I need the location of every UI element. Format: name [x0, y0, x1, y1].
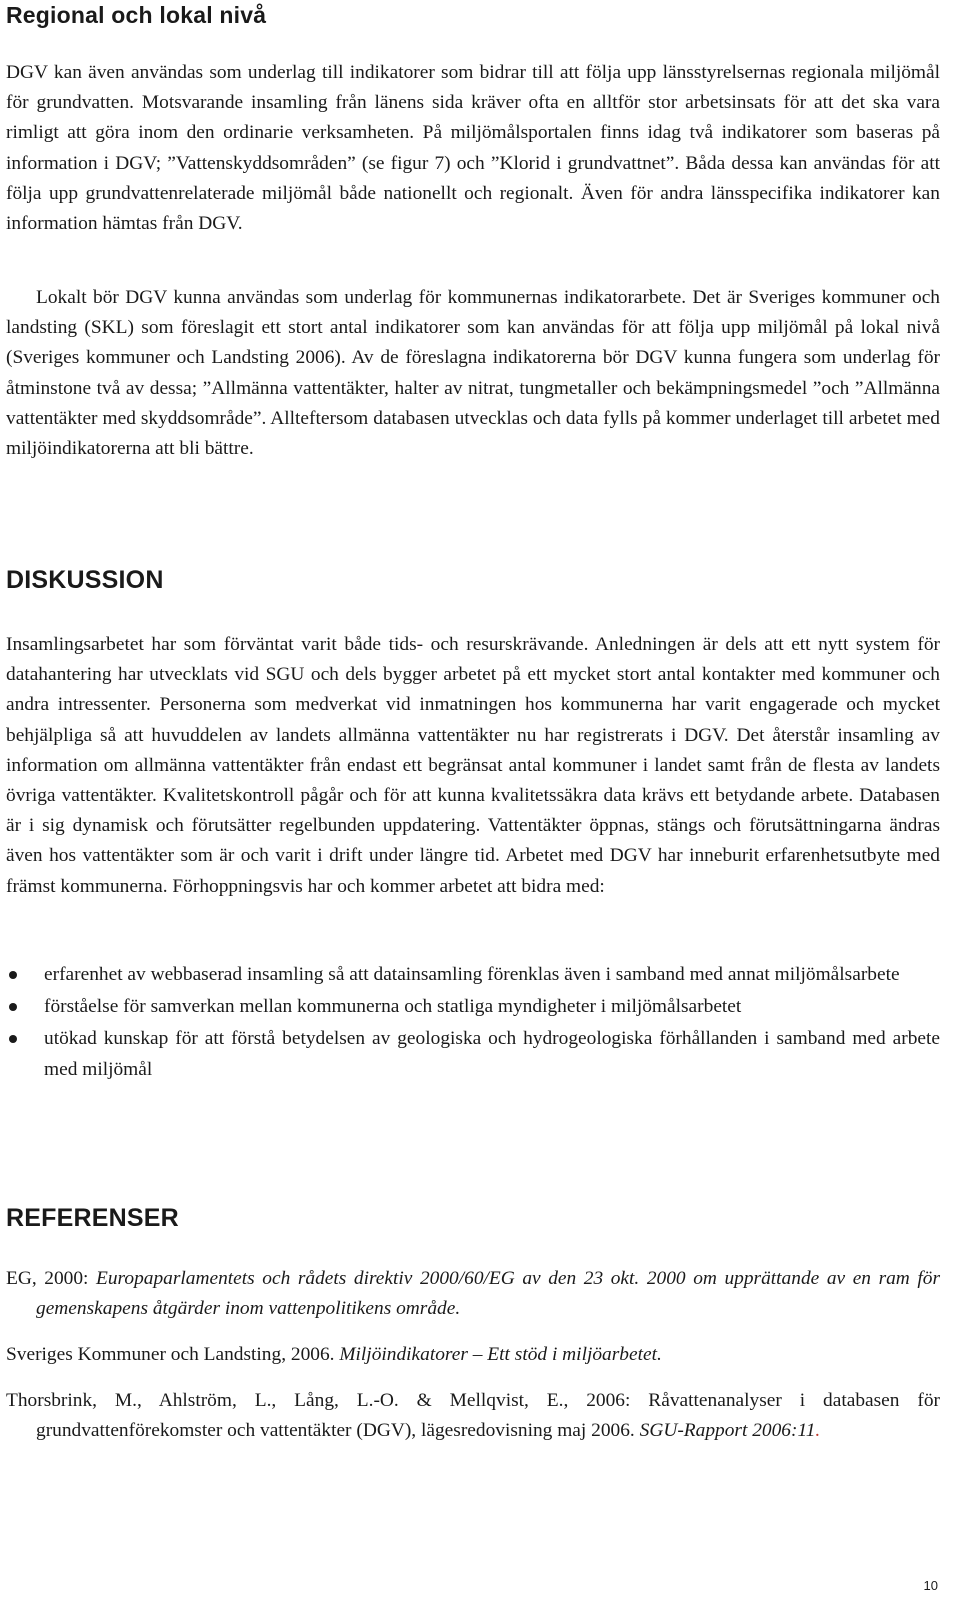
section-heading-referenser: REFERENSER [6, 1204, 179, 1232]
reference-title: SGU-Rapport 2006:11 [639, 1420, 816, 1442]
bullet-icon [9, 1035, 17, 1043]
regional-paragraph-2-block [6, 283, 940, 464]
reference-author: Sveriges Kommuner och Landsting, 2006. [6, 1344, 340, 1365]
diskussion-bullet-list [6, 960, 940, 1087]
list-item-text: utökad kunskap för att förstå betydelsen av geologiska och hydrogeologiska förhållanden i samband med arbete med miljömål [44, 1028, 940, 1080]
reference-trailing-period: . [815, 1420, 821, 1442]
regional-paragraph-2: Lokalt bör DGV kunna användas som underlag för kommunernas indikatorarbete. Det är Sveriges kommuner och landsting (SKL) som föreslagit ett stort antal indikatorer som kan användas för att följa upp miljömål på lokal nivå (Sveriges kommuner och Landsting 2006). Av de föreslagna indikatorerna bör DGV kunna fungera som underlag för åtminstone två av dessa; ”Allmänna vattentäkter, halter av nitrat, tungmetaller och bekämpningsmedel ”och ”Allmänna vattentäkter med skyddsområde”. Allteftersom databasen utvecklas och data fylls på kommer underlaget till arbetet med miljöindikatorerna att bli bättre. [6, 287, 940, 460]
regional-paragraph-1-block [6, 58, 940, 239]
list-item-text: erfarenhet av webbaserad insamling så att datainsamling förenklas även i samband med annat miljömålsarbete [44, 964, 900, 985]
regional-paragraph-1: DGV kan även användas som underlag till indikatorer som bidrar till att följa upp länsstyrelsernas regionala miljömål för grundvatten. Motsvarande insamling från länens sida kräver ofta en alltför stor arbetsinsats för att det ska vara rimligt att göra inom den ordinarie verksamheten. På miljömålsportalen finns idag två indikatorer som baseras på information i DGV; ”Vattenskyddsområden” (se figur 7) och ”Klorid i grundvattnet”. Båda dessa kan användas för att följa upp grundvattenrelaterade miljömål både nationellt och regionalt. Även för andra länsspecifika indikatorer kan information hämtas från DGV. [6, 62, 940, 235]
reference-author: EG, 2000: [6, 1268, 97, 1289]
reference-title: Miljöindikatorer – Ett stöd i miljöarbetet. [339, 1344, 662, 1365]
diskussion-paragraph-block [6, 630, 940, 902]
reference-item [6, 1386, 940, 1446]
bullet-icon [9, 1003, 17, 1011]
reference-title: Europaparlamentets och rådets direktiv 2000/60/EG av den 23 okt. 2000 om upprättande av en ram för gemenskapens åtgärder inom vattenpolitikens område. [36, 1268, 941, 1320]
reference-item [6, 1264, 940, 1324]
diskussion-paragraph: Insamlingsarbetet har som förväntat varit både tids- och resurskrävande. Anledningen är dels att ett nytt system för datahantering har utvecklats vid SGU och dels bygger arbetet på ett mycket stort antal kontakter med kommuner och andra intressenter. Personerna som medverkat vid inmatningen hos kommunerna har varit engagerade och mycket behjälpliga så att huvuddelen av landets allmänna vattentäkter nu har registrerats i DGV. Det återstår insamling av information om allmänna vattentäkter från endast ett begränsat antal kommuner i landet samt från de flesta av landets övriga vattentäkter. Kvalitetskontroll pågår och för att kunna kvalitetssäkra data krävs ett betydande arbete. Databasen är i sig dynamisk och förutsätter regelbunden uppdatering. Vattentäkter öppnas, stängs och förutsättningarna ändras även hos vattentäkter som är och varit i drift under längre tid. Arbetet med DGV har inneburit erfarenhetsutbyte med främst kommunerna. Förhoppningsvis har och kommer arbetet att bidra med: [6, 634, 940, 897]
list-item [6, 960, 940, 990]
section-heading-regional: Regional och lokal nivå [6, 2, 267, 28]
page-number: 10 [923, 1578, 938, 1593]
list-item [6, 1024, 940, 1084]
reference-author: Thorsbrink, M., Ahlström, L., Lång, L.-O. & Mellqvist, E., 2006: Råvattenanalyser i databasen för grundvattenförekomster och vattentäkter (DGV), lägesredovisning maj 2006. [6, 1390, 940, 1442]
bullet-icon [9, 971, 17, 979]
list-item-text: förståelse för samverkan mellan kommunerna och statliga myndigheter i miljömålsarbetet [44, 996, 742, 1018]
section-heading-diskussion: DISKUSSION [6, 566, 164, 594]
reference-item [6, 1340, 940, 1370]
list-item [6, 992, 940, 1022]
